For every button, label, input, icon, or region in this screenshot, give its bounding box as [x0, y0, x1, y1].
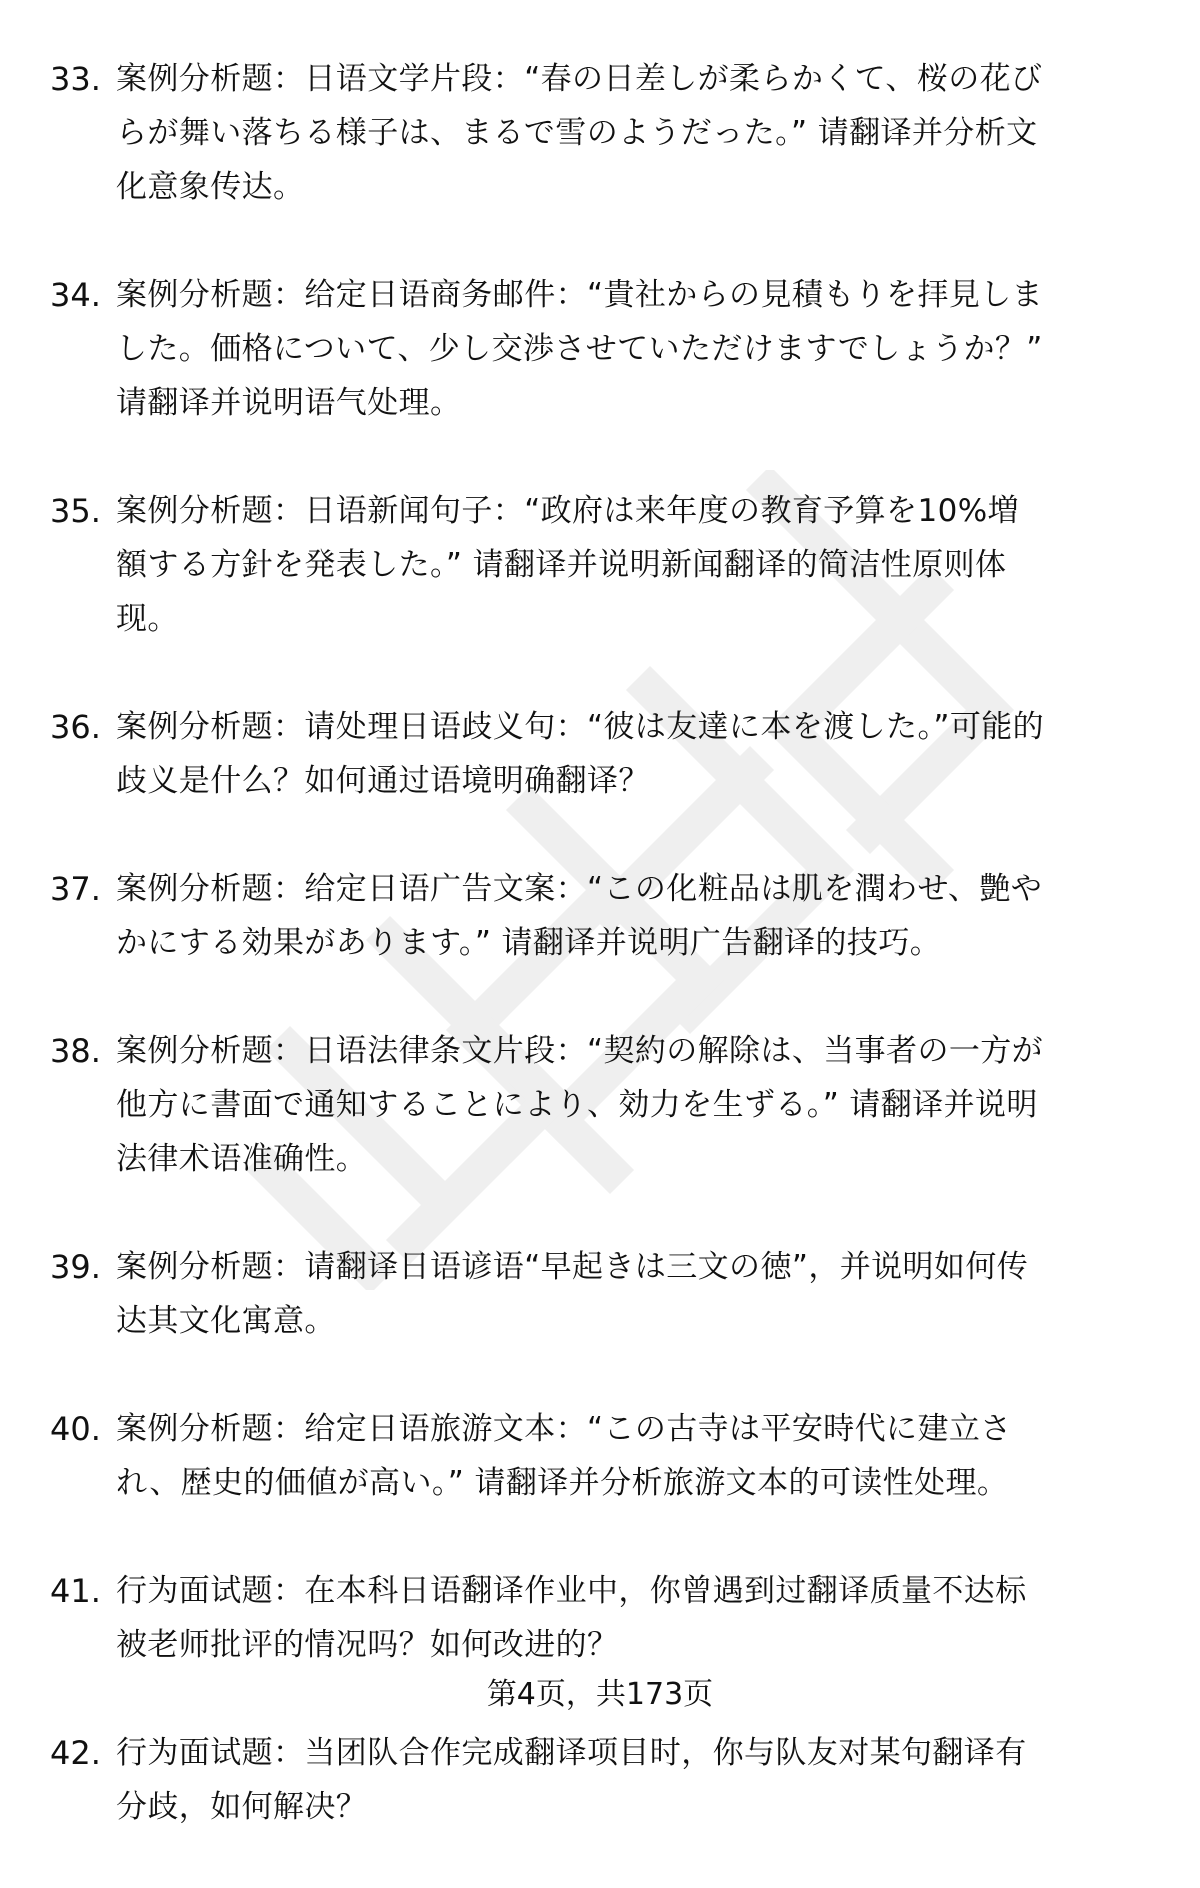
question-text: 案例分析题：日语新闻句子：“政府は来年度の教育予算を10%増額する方針を発表した。” 请翻译并说明新闻翻译的简洁性原则体现。	[116, 493, 1019, 637]
question-item	[0, 268, 1200, 430]
question-number: 34.	[50, 276, 101, 314]
question-number: 35.	[50, 492, 101, 530]
document-page	[0, 52, 1200, 1888]
question-number: 37.	[50, 870, 101, 908]
question-item	[0, 1240, 1200, 1348]
question-text: 案例分析题：日语文学片段：“春の日差しが柔らかくて、桜の花びらが舞い落ちる様子は、まるで雪のようだった。” 请翻译并分析文化意象传达。	[116, 61, 1043, 205]
question-text: 案例分析题：给定日语商务邮件：“貴社からの見積もりを拝見しました。価格について、少し交渉させていただけますでしょうか？” 请翻译并说明语气处理。	[116, 277, 1044, 421]
question-number: 39.	[50, 1248, 101, 1286]
question-item	[0, 1564, 1200, 1672]
question-number: 42.	[50, 1734, 101, 1772]
page-indicator: 第4页，共173页	[486, 1677, 714, 1712]
question-text: 案例分析题：请处理日语歧义句：“彼は友達に本を渡した。”可能的歧义是什么？如何通过语境明确翻译？	[116, 709, 1045, 799]
question-text: 行为面试题：在本科日语翻译作业中，你曾遇到过翻译质量不达标被老师批评的情况吗？如何改进的？	[116, 1573, 1027, 1663]
question-item	[0, 484, 1200, 646]
question-text: 案例分析题：日语法律条文片段：“契約の解除は、当事者の一方が他方に書面で通知することにより、効力を生ずる。” 请翻译并说明法律术语准确性。	[116, 1033, 1044, 1177]
question-text: 案例分析题：请翻译日语谚语“早起きは三文の徳”，并说明如何传达其文化寓意。	[116, 1249, 1029, 1339]
question-text: 案例分析题：给定日语旅游文本：“この古寺は平安時代に建立され、歴史的価値が高い。” 请翻译并分析旅游文本的可读性处理。	[116, 1411, 1012, 1501]
question-item	[0, 52, 1200, 214]
question-item	[0, 700, 1200, 808]
question-text: 行为面试题：当团队合作完成翻译项目时，你与队友对某句翻译有分歧，如何解决？	[116, 1735, 1027, 1825]
question-number: 40.	[50, 1410, 101, 1448]
question-number: 41.	[50, 1572, 101, 1610]
question-item	[0, 1024, 1200, 1186]
question-text: 案例分析题：给定日语广告文案：“この化粧品は肌を潤わせ、艶やかにする効果があります。” 请翻译并说明广告翻译的技巧。	[116, 871, 1043, 961]
question-item	[0, 1402, 1200, 1510]
question-item	[0, 862, 1200, 970]
question-number: 38.	[50, 1032, 101, 1070]
question-number: 36.	[50, 708, 101, 746]
question-item	[0, 1726, 1200, 1834]
question-number: 33.	[50, 60, 101, 98]
